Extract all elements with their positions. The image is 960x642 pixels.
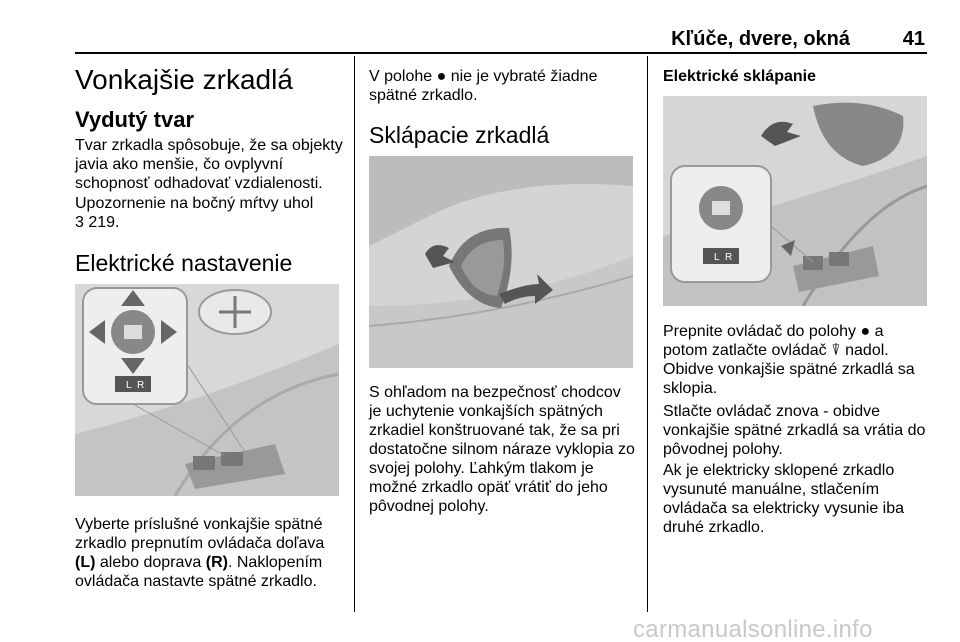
paragraph-text: Vyberte príslušné vonkajšie spätné zrkadlo prepnutím ovládača doľava <box>75 516 325 552</box>
paragraph <box>75 194 347 232</box>
column-divider <box>647 56 648 612</box>
page-reference-link[interactable]: 3 219. <box>75 214 120 231</box>
switch-label-right: R <box>725 252 733 263</box>
subheading-electric-folding: Elektrické sklápanie <box>663 68 816 85</box>
switch-label-right: R <box>137 380 145 391</box>
paragraph <box>75 515 347 591</box>
mirror-adjust-illustration <box>75 284 339 496</box>
header-rule <box>75 52 927 54</box>
running-header-title: Kľúče, dvere, okná <box>671 28 850 50</box>
paragraph: S ohľadom na bezpečnosť chodcov je uchytenie vonkajších spätných zrkadiel konštruované tak, že sa pri dostatočne silnom náraze vyklopia zo svojej polohy. Ľahkým tlakom je možné zrkadlo opäť vrátiť do jeho pôvodnej polohy. <box>369 384 635 515</box>
switch-label-left: L <box>126 380 132 391</box>
paragraph-text: alebo doprava <box>95 554 206 571</box>
electric-folding-illustration <box>663 96 927 306</box>
paragraph: Prepnite ovládač do polohy ● a potom zatlačte ovládač ⍒ nadol. Obidve vonkajšie spätné zrkadlá sa sklopia. <box>663 323 915 397</box>
paragraph-text: Upozornenie na bočný mŕtvy uhol <box>75 195 314 212</box>
paragraph: Tvar zrkadla spôsobuje, že sa objekty javia ako menšie, čo ovplyvní schopnosť odhadovať vzdialenosti. <box>75 137 343 192</box>
column-divider <box>354 56 355 612</box>
watermark: carmanualsonline.info <box>633 616 873 642</box>
section-heading: Vonkajšie zrkadlá <box>75 64 293 95</box>
subheading-convex-shape: Vydutý tvar <box>75 107 195 132</box>
folding-mirror-illustration <box>369 156 633 368</box>
paragraph: Ak je elektricky sklopené zrkadlo vysunuté manuálne, stlačením ovládača sa elektricky vysunie iba druhé zrkadlo. <box>663 462 905 536</box>
left-label: (L) <box>75 554 96 571</box>
page-number: 41 <box>902 28 925 50</box>
right-label: (R) <box>205 554 228 571</box>
paragraph: Stlačte ovládač znova - obidve vonkajšie spätné zrkadlá sa vrátia do pôvodnej polohy. <box>663 403 926 458</box>
subheading-folding-mirrors: Sklápacie zrkadlá <box>369 122 550 148</box>
switch-label-left: L <box>714 252 720 263</box>
paragraph-text: . Naklopením ovládača nastavte spätné zrkadlo. <box>75 554 323 590</box>
paragraph: V polohe ● nie je vybraté žiadne spätné zrkadlo. <box>369 68 598 104</box>
subheading-electric-adjust: Elektrické nastavenie <box>75 250 293 276</box>
